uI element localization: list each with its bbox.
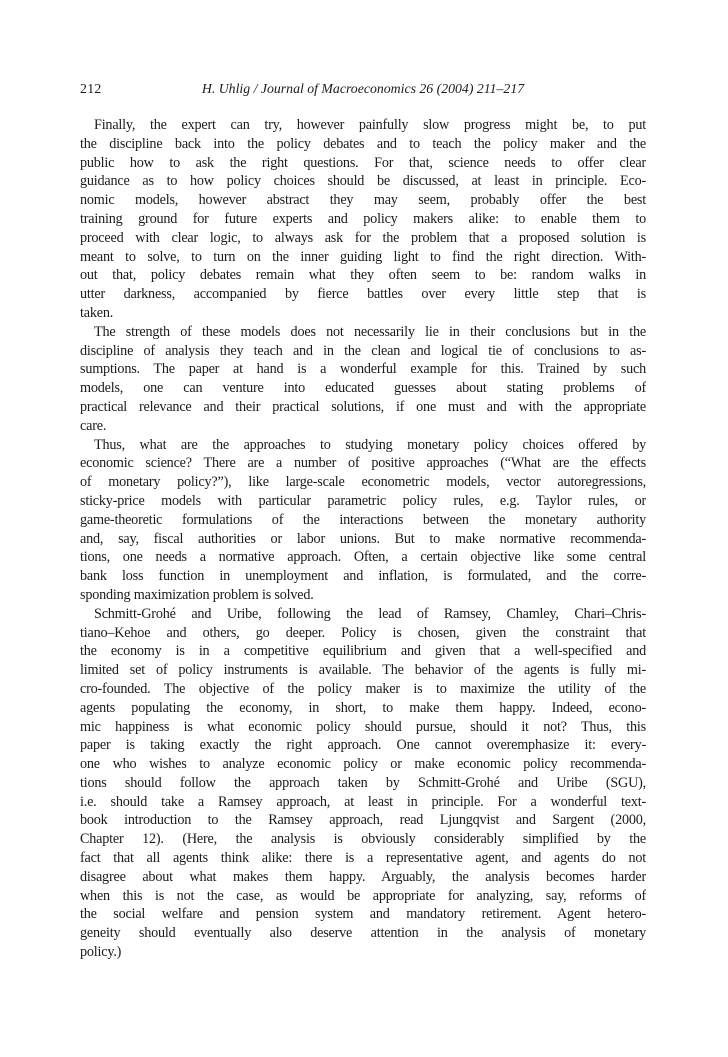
text-line: out that, policy debates remain what they often seem to be: random walks in	[80, 267, 646, 284]
text-line: the economy is in a competitive equilibrium and given that a well-specified and	[80, 643, 646, 660]
paragraph	[80, 323, 646, 436]
text-line: utter darkness, accompanied by fierce battles over every little step that is	[80, 286, 646, 303]
text-line: Thus, what are the approaches to studying monetary policy choices offered by	[94, 436, 646, 453]
text-line: bank loss function in unemployment and inflation, is formulated, and the corre-	[80, 568, 646, 585]
paragraph	[80, 436, 646, 605]
text-line: Schmitt-Grohé and Uribe, following the lead of Ramsey, Chamley, Chari–Chris-	[94, 605, 646, 622]
text-line: Chapter 12). (Here, the analysis is obviously considerably simplified by the	[80, 831, 646, 848]
text-line: fact that all agents think alike: there is a representative agent, and agents do not	[80, 850, 646, 867]
journal-citation: H. Uhlig / Journal of Macroeconomics 26 (2004) 211–217	[201, 81, 525, 96]
text-line: game-theoretic formulations of the interactions between the monetary authority	[80, 511, 646, 528]
text-line: taken.	[80, 304, 114, 321]
text-line: one who wishes to analyze economic policy or make economic policy recommenda-	[80, 756, 646, 773]
text-line: when this is not the case, as would be appropriate for analyzing, say, reforms of	[80, 887, 646, 904]
text-line: geneity should eventually also deserve attention in the analysis of monetary	[80, 925, 646, 942]
text-line: models, one can venture into educated guesses about stating problems of	[80, 380, 646, 397]
text-line: mic happiness is what economic policy should pursue, should it not? Thus, this	[80, 718, 646, 735]
text-line: discipline of analysis they teach and in the clean and logical tie of conclusions to as-	[80, 342, 646, 359]
text-line: proceed with clear logic, to always ask for the problem that a proposed solution is	[80, 229, 646, 246]
paragraph	[80, 605, 646, 962]
text-line: guidance as to how policy choices should be discussed, at least in principle. Eco-	[80, 173, 646, 190]
text-line: sponding maximization problem is solved.	[80, 586, 314, 603]
text-line: meant to solve, to turn on the inner guiding light to find the right direction. With-	[80, 248, 646, 265]
text-line: tions should follow the approach taken by Schmitt-Grohé and Uribe (SGU),	[80, 774, 646, 791]
text-line: public how to ask the right questions. For that, science needs to offer clear	[80, 154, 646, 171]
text-line: cro-founded. The objective of the policy maker is to maximize the utility of the	[80, 680, 646, 697]
text-line: The strength of these models does not necessarily lie in their conclusions but in the	[94, 323, 646, 340]
text-line: sumptions. The paper at hand is a wonderful example for this. Trained by such	[80, 361, 646, 378]
text-line: policy.)	[80, 944, 122, 961]
text-line: training ground for future experts and policy makers alike: to enable them to	[80, 210, 646, 227]
paragraph	[80, 116, 646, 323]
text-line: care.	[80, 417, 107, 434]
text-line: tiano–Kehoe and others, go deeper. Policy is chosen, given the constraint that	[80, 624, 646, 641]
text-line: of monetary policy?”), like large-scale econometric models, vector autoregressions,	[80, 474, 646, 491]
text-line: the discipline back into the policy debates and to teach the policy maker and the	[80, 135, 646, 152]
text-line: and, say, fiscal authorities or labor unions. But to make normative recommenda-	[80, 530, 646, 547]
text-line: limited set of policy instruments is available. The behavior of the agents is fully mi-	[80, 662, 646, 679]
text-line: practical relevance and their practical solutions, if one must and with the appropriate	[80, 398, 646, 415]
text-line: paper is taking exactly the right approach. One cannot overemphasize it: every-	[80, 737, 646, 754]
text-line: economic science? There are a number of positive approaches (“What are the effects	[80, 455, 646, 472]
text-line: tions, one needs a normative approach. Often, a certain objective like some central	[80, 549, 646, 566]
text-line: disagree about what makes them happy. Arguably, the analysis becomes harder	[80, 868, 646, 885]
text-line: nomic models, however abstract they may seem, probably offer the best	[80, 192, 646, 209]
running-header	[80, 80, 646, 98]
text-line: the social welfare and pension system and mandatory retirement. Agent hetero-	[80, 906, 646, 923]
article-body	[80, 116, 646, 962]
page-number: 212	[80, 81, 102, 96]
text-line: Finally, the expert can try, however painfully slow progress might be, to put	[94, 117, 646, 133]
text-line: i.e. should take a Ramsey approach, at least in principle. For a wonderful text-	[80, 793, 646, 810]
text-line: agents populating the economy, in short, to make them happy. Indeed, econo-	[80, 699, 646, 716]
text-line: sticky-price models with particular parametric policy rules, e.g. Taylor rules, or	[80, 492, 646, 509]
text-line: book introduction to the Ramsey approach, read Ljungqvist and Sargent (2000,	[80, 812, 646, 829]
